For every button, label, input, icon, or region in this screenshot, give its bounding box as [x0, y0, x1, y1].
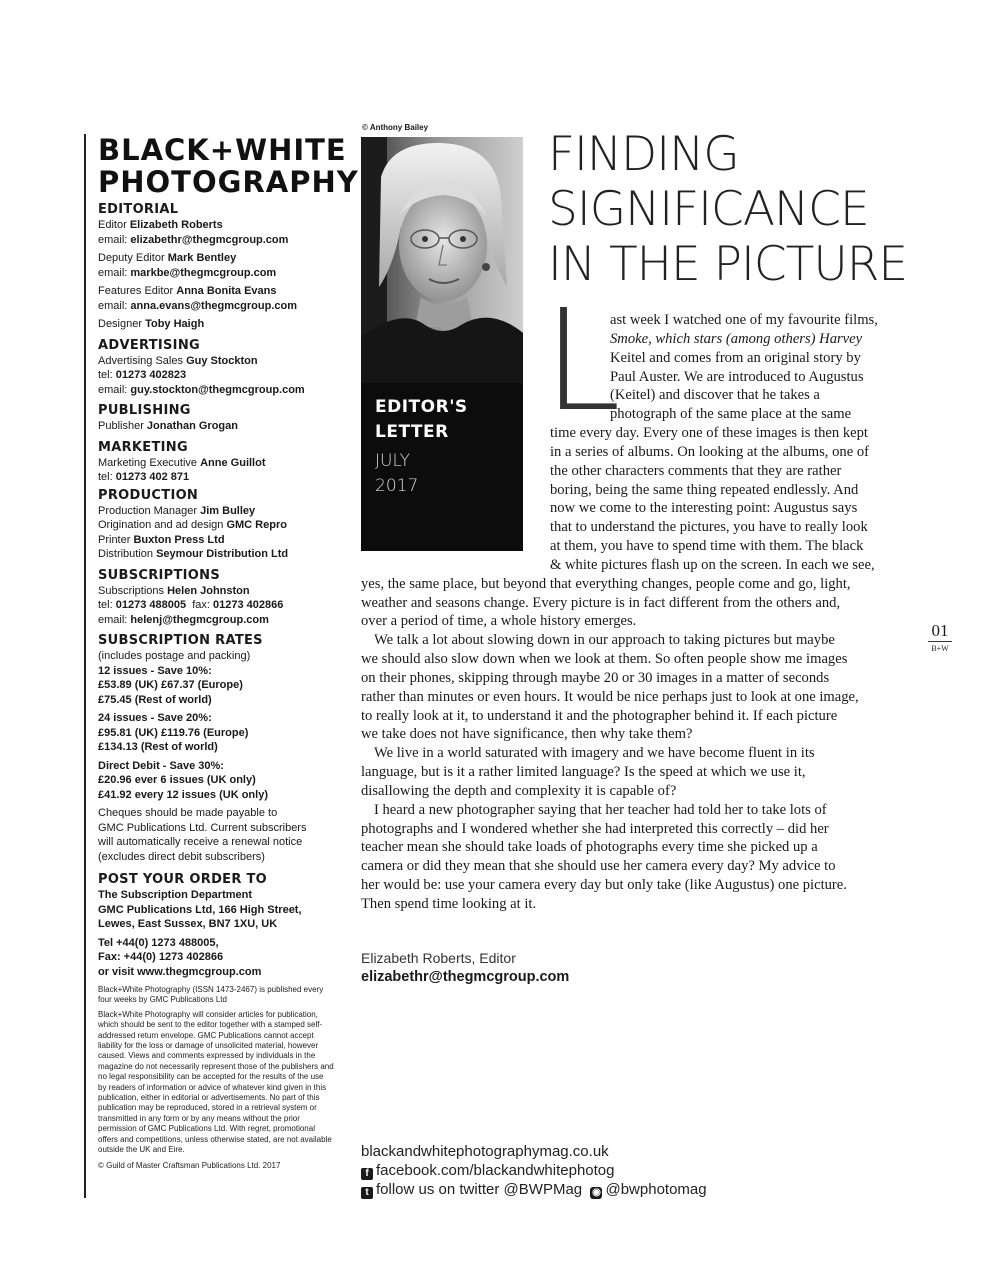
- body-line: at them, you have to spend time with them. The black: [550, 538, 864, 554]
- issue-date: JULY 2017: [375, 451, 419, 496]
- editor-email-link[interactable]: elizabethr@thegmcgroup.com: [130, 233, 289, 246]
- instagram-icon: ◉: [592, 1187, 601, 1198]
- body-line: in a series of albums. On looking at the albums, one of: [550, 444, 869, 460]
- editor-portrait: [361, 137, 523, 383]
- post-order-section: POST YOUR ORDER TO The Subscription Department GMC Publications Ltd, 166 High Street, Lewes, East Sussex, BN7 1XU, UK Tel +44(0) 1273 488005, Fax: +44(0) 1273 402866 or visit www.thegmcgroup.com: [98, 872, 302, 978]
- body-line: language, but is it a rather limited language? Is the speed at which we use it,: [361, 764, 806, 780]
- instagram-link[interactable]: @bwphotomag: [605, 1181, 707, 1198]
- body-line: Then spend time looking at it.: [361, 896, 537, 912]
- signoff-email-link[interactable]: elizabethr@thegmcgroup.com: [361, 969, 570, 985]
- body-line: photograph of the same place at the same: [610, 406, 852, 422]
- body-line: Paul Auster. We are introduced to Augustus: [610, 369, 864, 385]
- twitter-link[interactable]: follow us on twitter @BWPMag: [376, 1181, 583, 1198]
- subscription-rates-section: SUBSCRIPTION RATES (includes postage and packing) 12 issues - Save 10%: £53.89 (UK) £67.37 (Europe) £75.45 (Rest of world) 24 issues - Save 20%: £95.81 (UK) £119.76 (Europe) £134.13 (Rest of world) Direct Debit - Save 30%: £20.96 ever 6 issues (UK only) £41.92 every 12 issues (UK only) Cheques should be made payable to GMC Publications Ltd. Current subscribers will automatically receive a renewal notice (excludes direct debit subscribers): [98, 633, 307, 863]
- footer-facebook[interactable]: f facebook.com/blackandwhitephotog: [361, 1162, 615, 1180]
- signoff-name: Elizabeth Roberts, Editor: [361, 950, 516, 966]
- body-line: that to understand the pictures, you have to really look: [550, 519, 868, 535]
- advertising-section: ADVERTISING Advertising Sales Guy Stockton tel: 01273 402823 email: guy.stockton@thegmcgroup.com: [98, 337, 305, 396]
- body-line: boring, being the same thing repeated endlessly. And: [550, 482, 859, 498]
- body-line: her would be: use your camera every day but only take (like Augustus) one picture.: [361, 877, 847, 893]
- body-line: we should also slow down when we look at them. So often people show me images: [361, 651, 848, 667]
- body-line: on their phones, skipping through maybe 20 or 30 images in a matter of seconds: [361, 670, 830, 686]
- body-line: ast week I watched one of my favourite films,: [610, 312, 878, 328]
- body-line: I heard a new photographer saying that her teacher had told her to take lots of: [374, 802, 827, 818]
- article-headline: FINDING SIGNIFICANCE IN THE PICTURE: [548, 127, 908, 292]
- body-line: disallowing the depth and complexity it is capable of?: [361, 783, 677, 799]
- issn-note: Black+White Photography (ISSN 1473-2467) is published every four weeks by GMC Publications Ltd: [98, 985, 324, 1005]
- page-number: 01: [928, 622, 952, 642]
- facebook-icon: f: [361, 1168, 373, 1180]
- publishing-section: PUBLISHING Publisher Jonathan Grogan: [98, 403, 238, 432]
- folio-mark: B+W: [931, 644, 949, 653]
- twitter-icon: t: [361, 1187, 373, 1199]
- deputy-email-link[interactable]: markbe@thegmcgroup.com: [130, 266, 277, 279]
- masthead-column: [84, 133, 359, 1198]
- body-line: teacher mean she should take loads of photographs every time she picked up a: [361, 839, 818, 855]
- marketing-section: MARKETING Marketing Executive Anne Guillot tel: 01273 402 871: [98, 439, 266, 483]
- editorial-section: EDITORIAL Editor Elizabeth Roberts email: elizabethr@thegmcgroup.com Deputy Editor Mark Bentley email: markbe@thegmcgroup.com Features Editor Anna Bonita Evans email: anna.evans@thegmcgroup.com Designer Toby Haigh: [98, 202, 298, 330]
- editors-letter-tag: EDITOR'S LETTER: [375, 397, 468, 442]
- body-line: (Keitel) and discover that he takes a: [610, 387, 820, 403]
- production-section: PRODUCTION Production Manager Jim Bulley Origination and ad design GMC Repro Printer Buxton Press Ltd Distribution Seymour Distribution Ltd: [98, 487, 289, 560]
- copyright: © Guild of Master Craftsman Publications Ltd. 2017: [98, 1160, 281, 1170]
- body-line: We talk a lot about slowing down in our approach to taking pictures but maybe: [374, 632, 835, 648]
- features-email-link[interactable]: anna.evans@thegmcgroup.com: [130, 299, 298, 312]
- footer-website-link[interactable]: blackandwhitephotographymag.co.uk: [361, 1143, 609, 1160]
- footer-social: [361, 1181, 707, 1199]
- body-line: & white pictures flash up on the screen. In each we see,: [550, 557, 875, 573]
- body-line: rather than minutes or even hours. It would be nice perhaps just to look at one image,: [361, 689, 859, 705]
- body-line: weather and seasons change. Every picture is in fact different from the others and,: [361, 595, 841, 611]
- body-line: to really look at it, to understand it and the photographer behind it. If each picture: [361, 708, 838, 724]
- subscriptions-section: SUBSCRIPTIONS Subscriptions Helen Johnston tel: 01273 488005 fax: 01273 402866 email: helenj@thegmcgroup.com: [98, 567, 284, 626]
- editors-letter-panel: [361, 137, 523, 551]
- body-line: now we come to the interesting point: Augustus says: [550, 500, 858, 516]
- website-link[interactable]: or visit www.thegmcgroup.com: [98, 965, 262, 978]
- body-line: yes, the same place, but beyond that everything changes, people come and go, light,: [361, 576, 851, 592]
- body-line: over a period of time, a whole history emerges.: [361, 613, 637, 629]
- body-line: Smoke, which stars (among others) Harvey: [610, 331, 863, 347]
- body-line: We live in a world saturated with imagery and we have become fluent in its: [374, 745, 815, 761]
- photo-credit: © Anthony Bailey: [362, 123, 429, 132]
- page-folio: [928, 622, 952, 653]
- body-line: Keitel and comes from an original story by: [610, 350, 861, 366]
- body-line: the other characters comments that they are rather: [550, 463, 842, 479]
- disclaimer: Black+White Photography will consider articles for publication, which should be sent to the editor together with a stamped self-addressed return envelope. GMC Publications cannot accept liability for the loss or damage of unsolicited material, however caused. Views and comments expressed by individuals in the magazine do not necessarily represent those of the publishers and no legal responsibility can be accepted for the results of the use by readers of information or advice of whatever kind given in this publication, either in editorial or advertisements. No part of this publication may be reproduced, stored in a retrieval system or transmitted in any form or by any means without the prior permission of GMC Publications Ltd. With regret, promotional offers and competitions, unless otherwise stated, are not available outside the UK and Eire.: [98, 1009, 334, 1155]
- drop-cap: L: [543, 280, 621, 443]
- body-line: we take does not have significance, then why take them?: [361, 726, 693, 742]
- body-line: time every day. Every one of these images is then kept: [550, 425, 868, 441]
- magazine-logo: BLACK+WHITE PHOTOGRAPHY: [98, 133, 359, 199]
- advertising-email-link[interactable]: guy.stockton@thegmcgroup.com: [130, 383, 305, 396]
- body-line: photographs and I wondered whether she had interpreted this correctly – did her: [361, 821, 829, 837]
- subscriptions-email-link[interactable]: helenj@thegmcgroup.com: [130, 613, 269, 626]
- body-line: camera or did they mean that she should use her camera every day? My advice to: [361, 858, 836, 874]
